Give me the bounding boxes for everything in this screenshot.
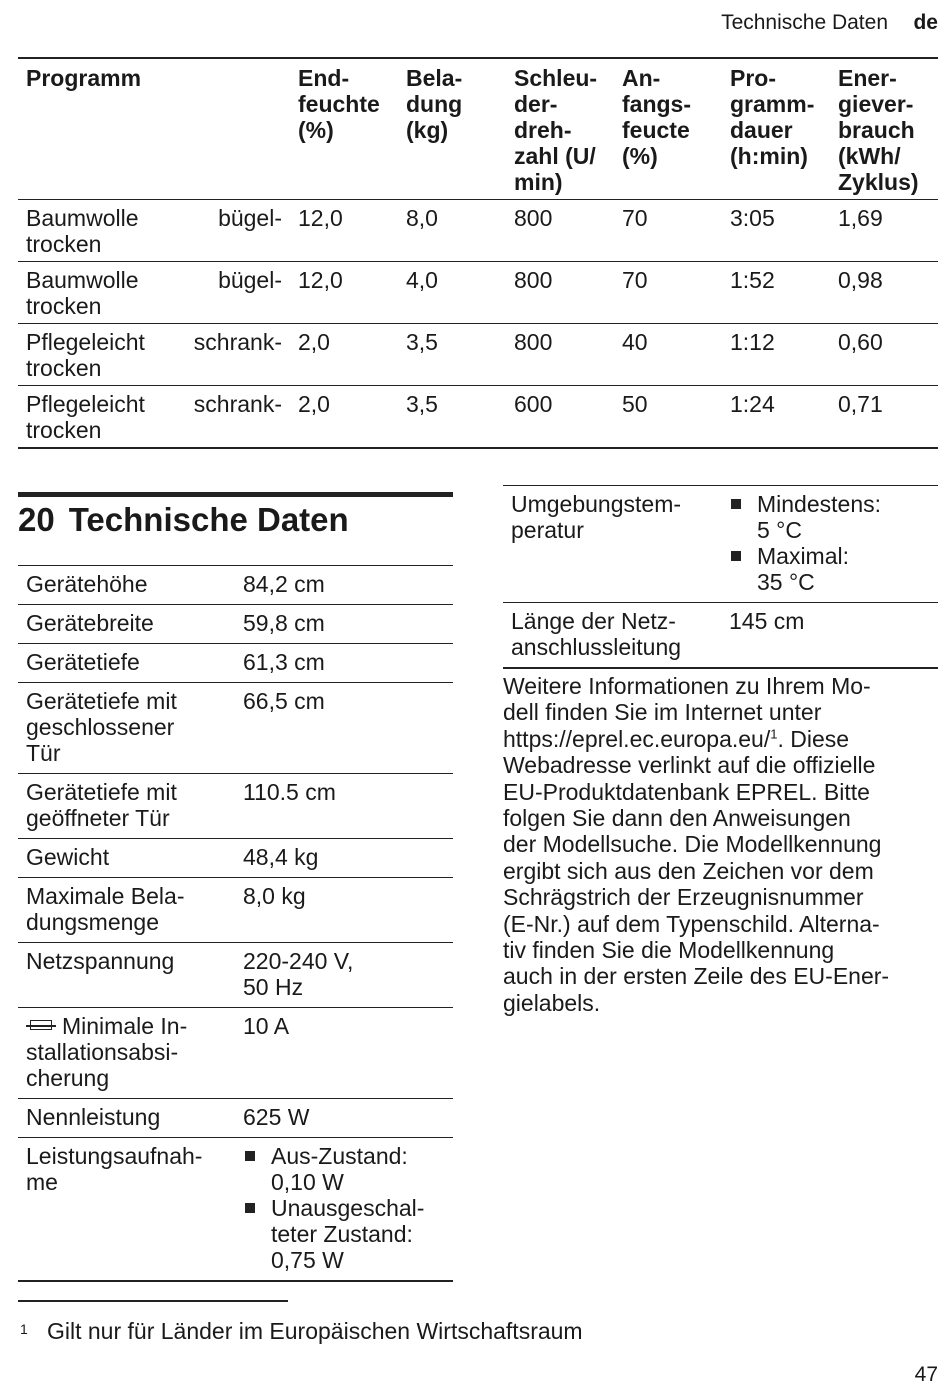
cell-energy: 0,98 xyxy=(838,267,883,293)
cell-load: 4,0 xyxy=(406,267,438,293)
spec-value-list xyxy=(235,1138,453,1282)
spec-label: Gerätetiefe mit geöffneter Tür xyxy=(26,779,177,831)
program-type: Baumwolle xyxy=(26,205,139,231)
table-row xyxy=(18,200,938,262)
col-header-energy: Ener- giever- brauch (kWh/ Zyklus) xyxy=(838,65,919,195)
table-row xyxy=(18,262,938,324)
cell-moisture: 12,0 xyxy=(298,267,343,293)
spec-value: 110.5 cm xyxy=(243,779,336,805)
program-mode: bügel- xyxy=(218,267,282,293)
col-header-moisture: End- feuchte (%) xyxy=(298,65,380,143)
spec-row-weight xyxy=(18,839,453,878)
program-type: Pflegeleicht xyxy=(26,329,145,355)
program-mode-cont: trocken xyxy=(26,231,102,257)
cell-energy: 0,71 xyxy=(838,391,883,417)
col-header-program: Programm xyxy=(26,65,142,91)
cell-spin: 600 xyxy=(514,391,553,417)
cell-load: 3,5 xyxy=(406,329,438,355)
footnote-rule xyxy=(18,1300,288,1302)
cell-energy: 1,69 xyxy=(838,205,883,231)
cell-moisture: 2,0 xyxy=(298,391,330,417)
col-header-spin: Schleu- der- dreh- zahl (U/ min) xyxy=(514,65,598,195)
cell-moisture: 2,0 xyxy=(298,329,330,355)
running-header-title: Technische Daten xyxy=(721,11,888,34)
spec-label: Netzspannung xyxy=(26,948,175,974)
info-paragraph xyxy=(503,673,940,1016)
cell-spin: 800 xyxy=(514,205,553,231)
list-item: Mindestens: 5 °C xyxy=(729,491,930,543)
list-item: Unausgeschal- teter Zustand: 0,75 W xyxy=(243,1195,445,1273)
program-mode: bügel- xyxy=(218,205,282,231)
spec-label-fuse xyxy=(18,1008,235,1099)
cell-load: 8,0 xyxy=(406,205,438,231)
section-rule xyxy=(18,492,453,497)
section-title: Technische Daten xyxy=(68,501,349,538)
list-item: Maximal: 35 °C xyxy=(729,543,930,595)
spec-row-ambient xyxy=(503,486,938,603)
spec-row-width xyxy=(18,605,453,644)
footnote-text: Gilt nur für Länder im Europäischen Wirtschaftsraum xyxy=(47,1318,583,1344)
cell-initial: 40 xyxy=(622,329,648,355)
program-mode-cont: trocken xyxy=(26,417,102,443)
spec-table-left xyxy=(18,565,453,1282)
table-row xyxy=(18,386,938,449)
spec-label: Maximale Bela- dungsmenge xyxy=(26,883,185,935)
cell-initial: 70 xyxy=(622,267,648,293)
spec-value: 220-240 V, 50 Hz xyxy=(243,948,354,1000)
cell-duration: 1:24 xyxy=(730,391,775,417)
spec-label: Gewicht xyxy=(26,844,110,870)
program-mode-cont: trocken xyxy=(26,355,102,381)
spec-label: Gerätetiefe mit geschlossener Tür xyxy=(26,688,177,766)
col-header-initial: An- fangs- feucte (%) xyxy=(622,65,691,169)
footnote-reference[interactable]: 1 xyxy=(770,726,778,742)
spec-row-cable xyxy=(503,603,938,669)
spec-row-depth-open xyxy=(18,774,453,839)
cell-initial: 70 xyxy=(622,205,648,231)
spec-row-depth xyxy=(18,644,453,683)
spec-label: Umgebungstem- peratur xyxy=(511,491,682,543)
program-mode: schrank- xyxy=(193,329,282,355)
section-number: 20 xyxy=(18,501,55,538)
spec-label: Nennleistung xyxy=(26,1104,161,1130)
list-item: Aus-Zustand: 0,10 W xyxy=(243,1143,445,1195)
cell-moisture: 12,0 xyxy=(298,205,343,231)
cell-load: 3,5 xyxy=(406,391,438,417)
spec-label: Gerätehöhe xyxy=(26,571,148,597)
program-type: Baumwolle xyxy=(26,267,139,293)
cell-spin: 800 xyxy=(514,329,553,355)
footnote-mark: 1 xyxy=(20,1321,28,1337)
info-text-cont: . Diese Webadresse verlinkt auf die offizielle EU-Produktdatenbank EPREL. Bitte folgen Sie dann den Anweisungen der Modellsuche. Die Modellkennung ergibt sich aus den Zeichen vor dem Schrägstrich der Erzeugnisnummer (E-Nr.) auf dem Typenschild. Alterna- tiv finden Sie die Modellkennung auch in der ersten Zeile des EU-Ener- gielabels. xyxy=(503,725,890,1016)
spec-value: 48,4 kg xyxy=(243,844,319,870)
spec-row-voltage xyxy=(18,943,453,1008)
program-type: Pflegeleicht xyxy=(26,391,145,417)
program-mode-cont: trocken xyxy=(26,293,102,319)
spec-value: 61,3 cm xyxy=(243,649,325,675)
info-text: Weitere Informationen zu Ihrem Mo- dell finden Sie im Internet unter https://eprel.ec.europa.eu/ xyxy=(503,673,871,752)
program-table xyxy=(18,57,938,449)
spec-row-rated-power xyxy=(18,1099,453,1138)
col-header-load: Bela- dung (kg) xyxy=(406,65,463,143)
col-header-duration: Pro- gramm- dauer (h:min) xyxy=(730,65,815,169)
spec-table-right xyxy=(503,485,938,669)
spec-value-list xyxy=(721,486,938,603)
cell-spin: 800 xyxy=(514,267,553,293)
spec-value: 10 A xyxy=(243,1013,290,1039)
spec-value: 59,8 cm xyxy=(243,610,325,636)
spec-value: 625 W xyxy=(243,1104,310,1130)
spec-row-max-load xyxy=(18,878,453,943)
spec-value: 84,2 cm xyxy=(243,571,325,597)
spec-row-fuse xyxy=(18,1008,453,1099)
spec-label: Gerätetiefe xyxy=(26,649,140,675)
program-name xyxy=(18,262,290,324)
cell-duration: 1:52 xyxy=(730,267,775,293)
spec-value: 66,5 cm xyxy=(243,688,325,714)
spec-label: Länge der Netz- anschlussleitung xyxy=(511,608,682,660)
program-name xyxy=(18,386,290,449)
page-number: 47 xyxy=(914,1363,938,1386)
spec-label: Leistungsaufnah- me xyxy=(26,1143,203,1195)
program-table-header xyxy=(18,58,938,200)
cell-duration: 1:12 xyxy=(730,329,775,355)
spec-row-power-consumption xyxy=(18,1138,453,1282)
section-heading xyxy=(18,500,349,540)
spec-row-depth-closed xyxy=(18,683,453,774)
fuse-icon xyxy=(26,1020,56,1032)
program-mode: schrank- xyxy=(193,391,282,417)
program-name xyxy=(18,324,290,386)
language-tag: de xyxy=(913,11,938,34)
spec-label: Minimale In- stallationsabsi- cherung xyxy=(26,1013,188,1091)
cell-initial: 50 xyxy=(622,391,648,417)
program-name xyxy=(18,200,290,262)
spec-row-height xyxy=(18,566,453,605)
cell-energy: 0,60 xyxy=(838,329,883,355)
spec-value: 8,0 kg xyxy=(243,883,306,909)
cell-duration: 3:05 xyxy=(730,205,775,231)
table-row xyxy=(18,324,938,386)
spec-label: Gerätebreite xyxy=(26,610,154,636)
spec-value: 145 cm xyxy=(729,608,805,634)
